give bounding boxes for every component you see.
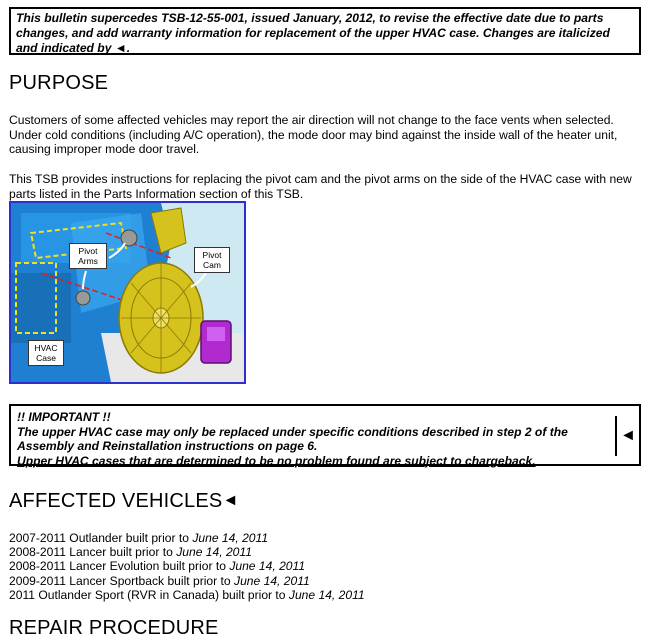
important-callout bbox=[9, 404, 641, 466]
label-pivot-cam: Pivot Cam bbox=[194, 247, 230, 273]
important-body: The upper HVAC case may only be replaced under specific conditions described in step 2 of the Assembly and Reinstallation instructions on page 6. bbox=[17, 424, 568, 453]
heading-affected-vehicles bbox=[9, 490, 239, 513]
vehicle-item bbox=[9, 574, 365, 588]
heading-purpose: PURPOSE bbox=[9, 72, 109, 94]
vehicle-model: 2007-2011 Outlander built prior to bbox=[9, 531, 189, 545]
vehicle-date: June 14, 2011 bbox=[229, 559, 306, 574]
supersede-notice: This bulletin supercedes TSB-12-55-001, issued January, 2012, to revise the effective date due to parts changes, and add warranty information for replacement of the upper HVAC case. Changes are italicized and indicated by ◄. bbox=[9, 7, 641, 55]
vehicle-model: 2011 Outlander Sport (RVR in Canada) built prior to bbox=[9, 587, 286, 602]
label-pivot-arms: Pivot Arms bbox=[69, 243, 107, 269]
vehicle-item bbox=[9, 545, 365, 559]
vehicle-date: June 14, 2011 bbox=[176, 545, 252, 560]
vehicle-model: 2008-2011 Lancer built prior to bbox=[9, 545, 173, 560]
vehicle-model: 2008-2011 Lancer Evolution built prior to bbox=[9, 559, 226, 574]
hvac-pivot-figure bbox=[9, 201, 246, 384]
vehicle-date: June 14, 2011 bbox=[234, 573, 310, 588]
vehicle-item bbox=[9, 559, 365, 573]
vehicle-item bbox=[9, 588, 365, 602]
change-indicator-icon: ◄ bbox=[615, 416, 639, 456]
vehicle-model: 2009-2011 Lancer Sportback built prior to bbox=[9, 573, 231, 588]
purpose-paragraph-2: This TSB provides instructions for replacing the pivot cam and the pivot arms on the side of the HVAC case with new parts listed in the Parts Information section of this TSB. bbox=[9, 172, 632, 201]
label-hvac-case: HVAC Case bbox=[28, 340, 64, 366]
important-chargeback: Upper HVAC cases that are determined to be no problem found are subject to chargeback. bbox=[17, 453, 536, 468]
important-title: !! IMPORTANT !! bbox=[17, 410, 111, 424]
vehicle-date: June 14, 2011 bbox=[192, 531, 269, 545]
heading-affected-text: AFFECTED VEHICLES bbox=[9, 490, 223, 512]
heading-repair-procedure: REPAIR PROCEDURE bbox=[9, 617, 219, 639]
purpose-paragraph-1: Customers of some affected vehicles may report the air direction will not change to the face vents when selected. Under cold conditions (including A/C operation), the mode door may bind against the inside wall of the heater unit, causing improper mode door travel. bbox=[9, 113, 618, 156]
vehicle-date: June 14, 2011 bbox=[288, 587, 365, 602]
vehicle-item bbox=[9, 531, 365, 545]
affected-vehicles-list bbox=[9, 531, 365, 602]
change-indicator-icon: ◄ bbox=[222, 492, 239, 509]
